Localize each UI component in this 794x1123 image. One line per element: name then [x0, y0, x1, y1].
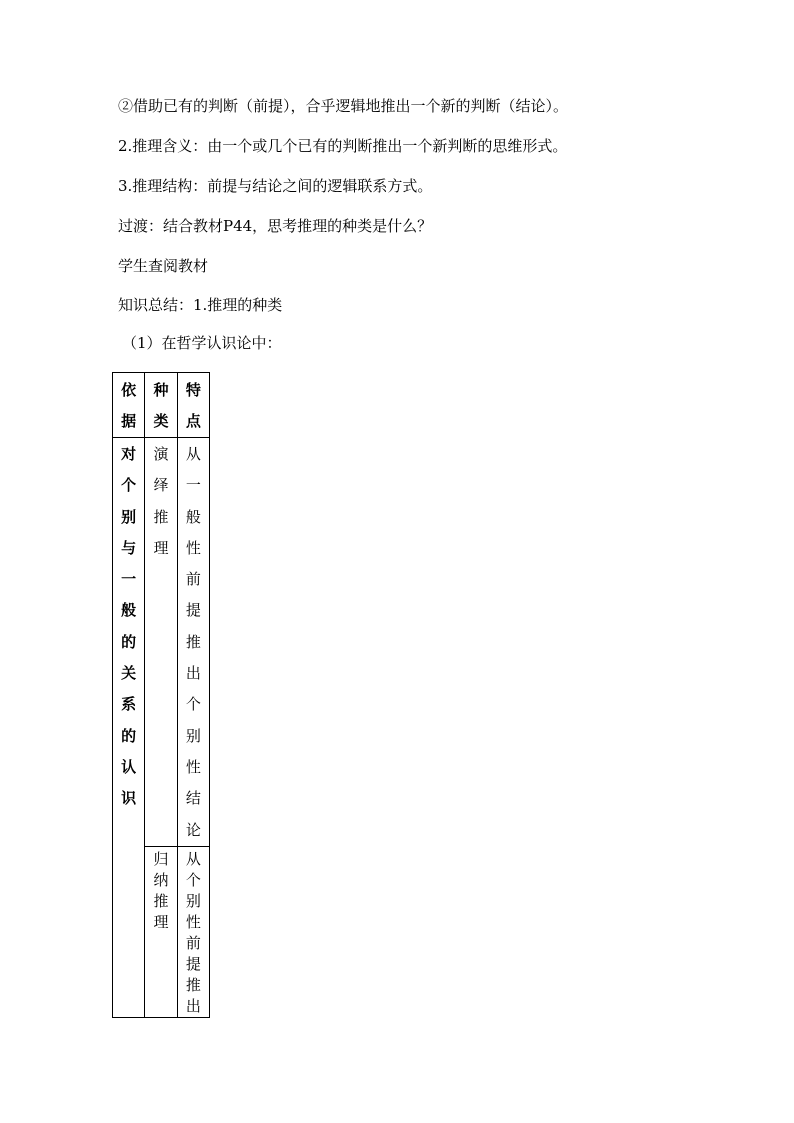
feature-cell: 从个别性前提推出 — [177, 846, 209, 1017]
table-header-row — [113, 373, 210, 438]
paragraph-deduction-point: ②借助已有的判断（前提），合乎逻辑地推出一个新的判断（结论）。 — [118, 97, 569, 115]
header-cell-basis: 依据 — [113, 373, 145, 438]
kind-cell: 归纳推理 — [145, 846, 177, 1017]
paragraph-students-read: 学生查阅教材 — [118, 257, 209, 275]
paragraph-knowledge-summary: 知识总结：1.推理的种类 — [118, 296, 283, 314]
feature-cell: 从一般性前提推出个别性结论 — [177, 438, 209, 847]
table-row — [113, 438, 210, 847]
paragraph-inference-structure: 3.推理结构：前提与结论之间的逻辑联系方式。 — [118, 177, 433, 195]
header-cell-kind: 种类 — [145, 373, 177, 438]
paragraph-inference-meaning: 2.推理含义：由一个或几个已有的判断推出一个新判断的思维形式。 — [118, 137, 568, 155]
paragraph-transition: 过渡：结合教材P44，思考推理的种类是什么？ — [118, 217, 433, 235]
header-cell-feature: 特点 — [177, 373, 209, 438]
basis-cell: 对个别与一般的关系的认识 — [113, 438, 145, 1018]
paragraph-philosophy-section: （1）在哲学认识论中： — [122, 334, 282, 352]
inference-types-table — [112, 372, 210, 1018]
kind-cell: 演绎推理 — [145, 438, 177, 847]
